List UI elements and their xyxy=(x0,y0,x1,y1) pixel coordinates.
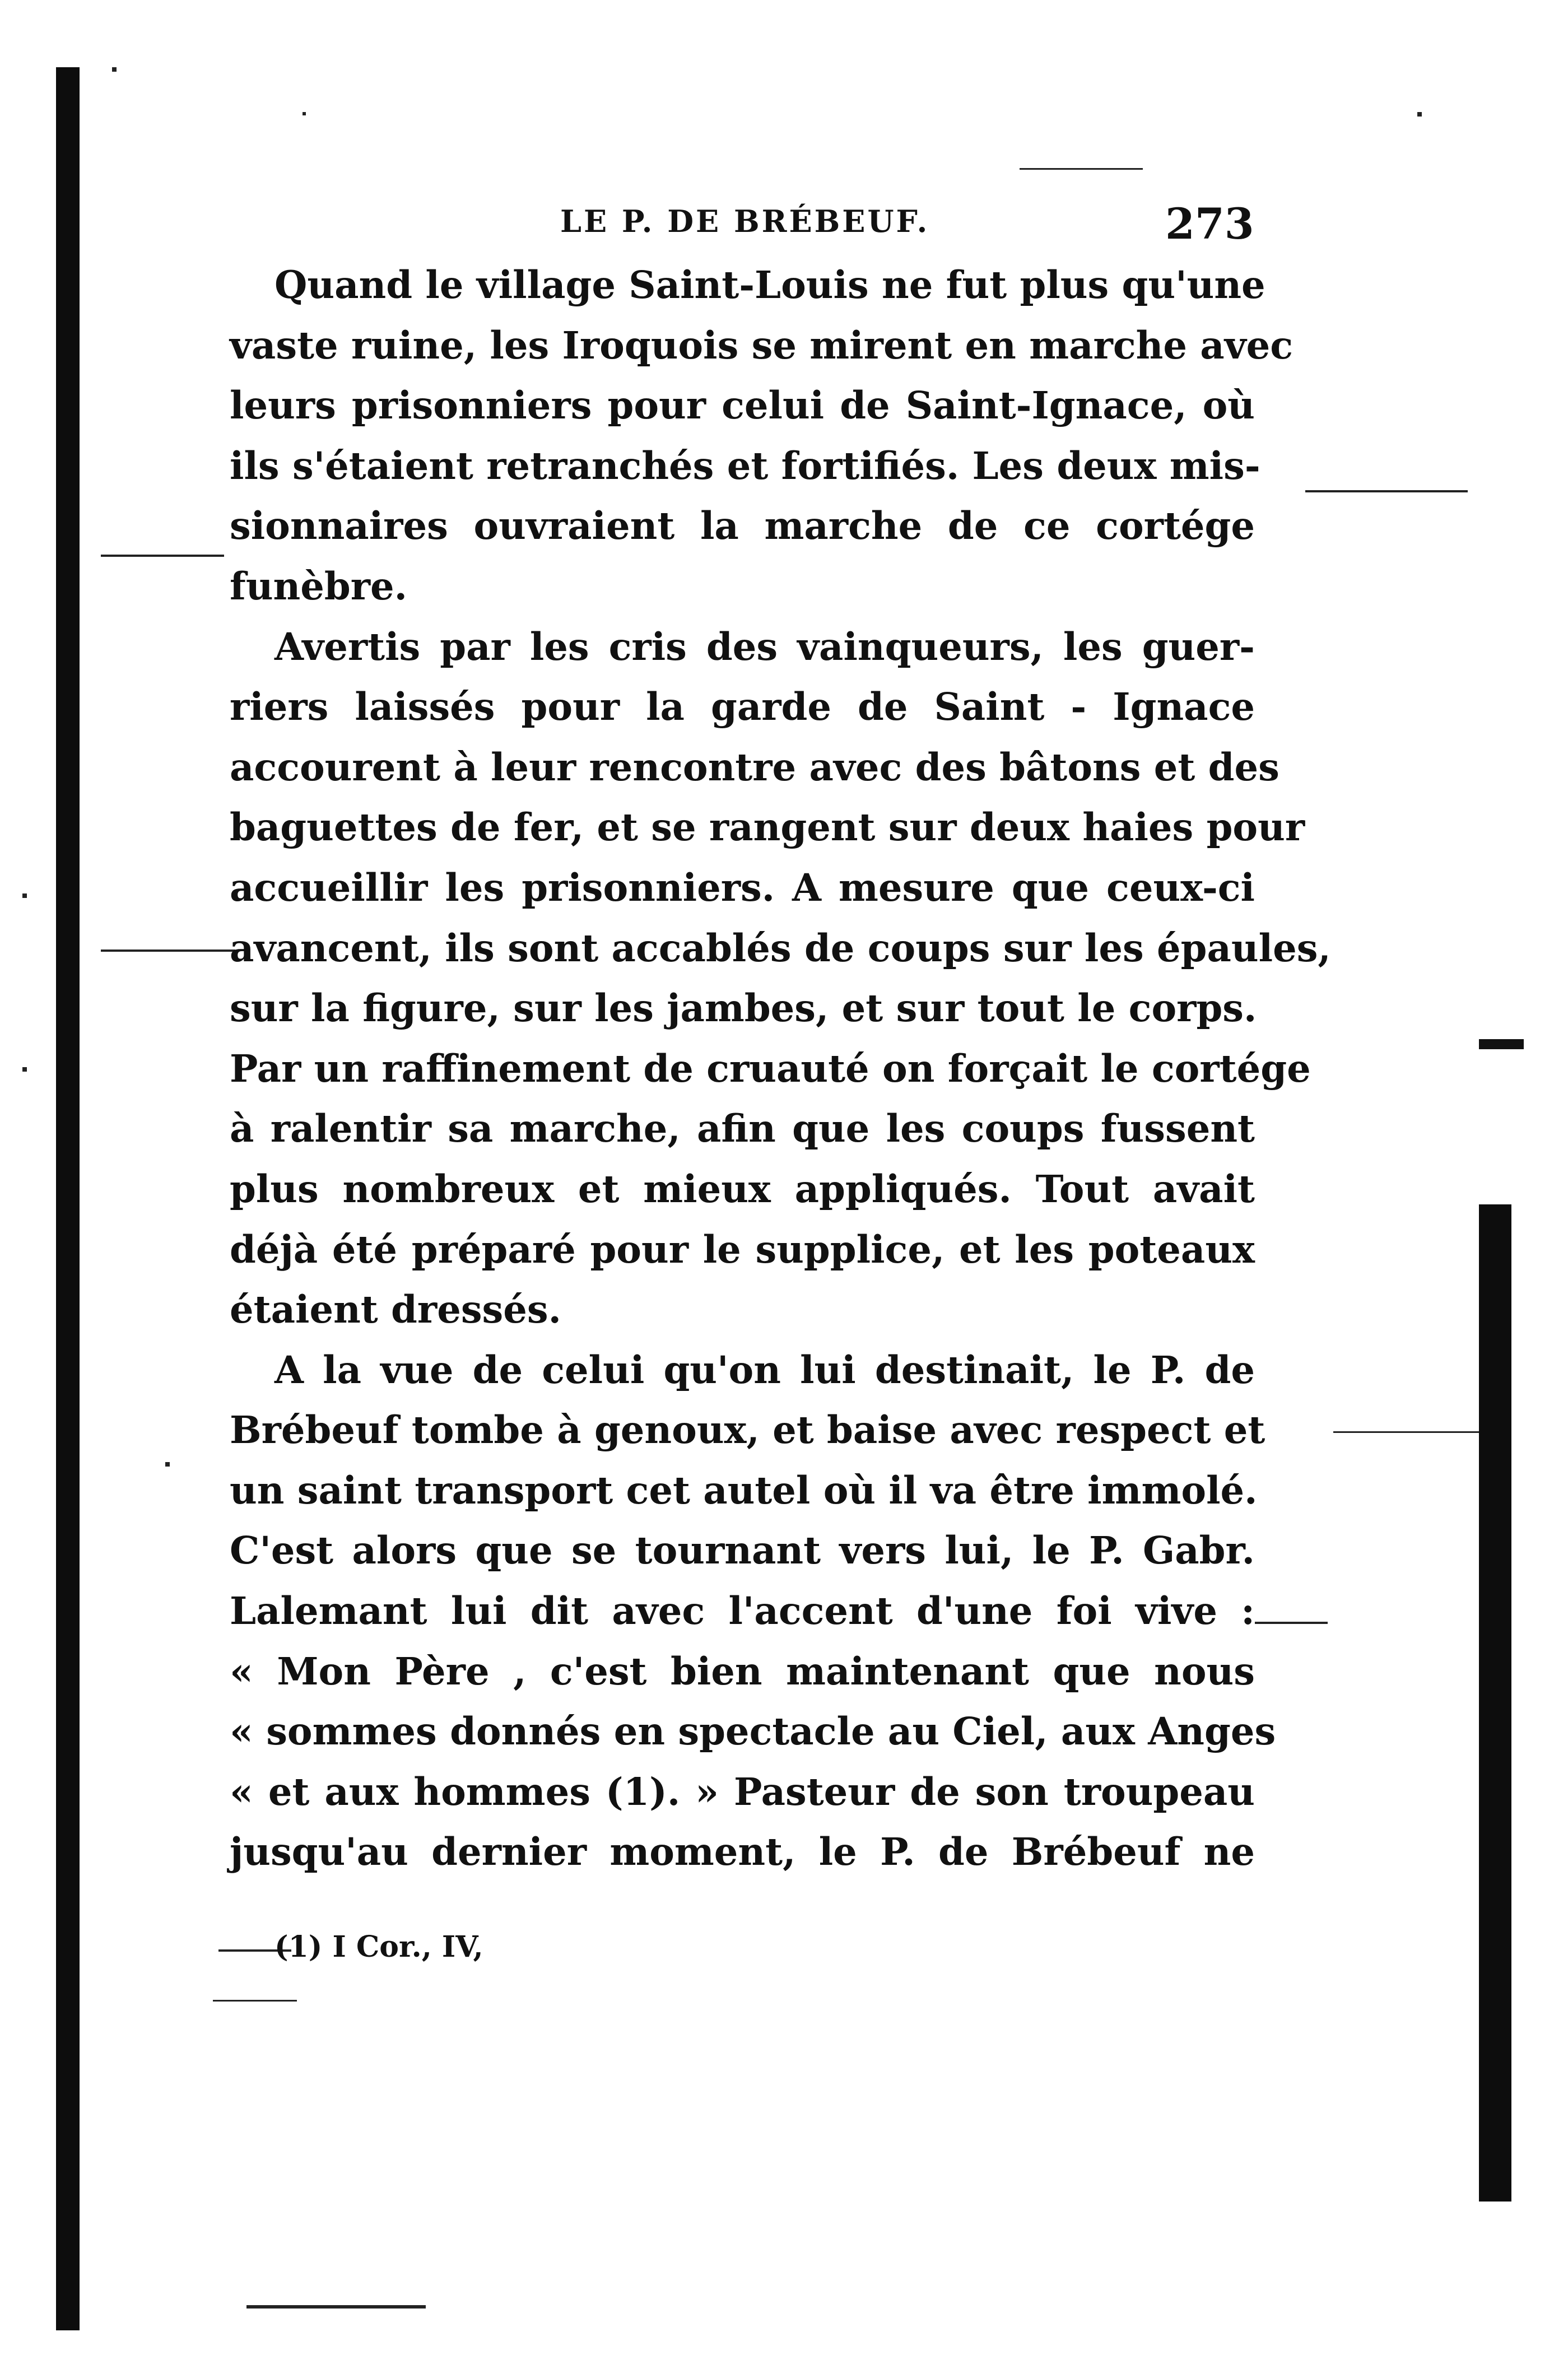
text-line: « Mon Père , c'est bien maintenant que nous xyxy=(230,1649,1255,1693)
text-line: sur la figure, sur les jambes, et sur tout le corps. xyxy=(230,986,1257,1031)
scan-speck xyxy=(246,2305,426,2309)
right-scan-edge xyxy=(1479,1204,1511,2202)
scan-speck xyxy=(1333,1431,1479,1433)
text-line: jusqu'au dernier moment, le P. de Brébeuf ne xyxy=(230,1830,1255,1874)
scan-speck xyxy=(303,112,306,115)
page-number: 273 xyxy=(1165,199,1254,249)
page-header xyxy=(235,199,1254,249)
scan-speck xyxy=(22,1067,27,1072)
scan-speck xyxy=(22,893,27,898)
text-line: riers laissés pour la garde de Saint - Ignace xyxy=(230,685,1255,729)
footnote: (1) I Cor., IV, xyxy=(274,1930,483,1964)
text-line: vaste ruine, les Iroquois se mirent en marche avec xyxy=(230,323,1294,367)
scan-speck xyxy=(213,2000,297,2002)
text-line: « sommes donnés en spectacle au Ciel, aux Anges xyxy=(230,1709,1276,1754)
scan-speck xyxy=(112,67,117,72)
text-line: Avertis par les cris des vainqueurs, les guer- xyxy=(274,624,1255,669)
scan-speck xyxy=(101,555,224,557)
text-line: leurs prisonniers pour celui de Saint-Ignace, où xyxy=(230,383,1255,428)
text-line: accourent à leur rencontre avec des bâtons et des xyxy=(230,744,1279,789)
text-line: C'est alors que se tournant vers lui, le P. Gabr. xyxy=(230,1528,1255,1573)
paragraph-1 xyxy=(230,255,1294,617)
text-line: déjà été préparé pour le supplice, et les poteaux xyxy=(230,1227,1255,1272)
text-line: un saint transport cet autel où il va être immolé. xyxy=(230,1468,1258,1512)
scan-speck xyxy=(165,1462,170,1467)
scan-speck xyxy=(101,950,235,952)
text-line: Par un raffinement de cruauté on forçait le cortége xyxy=(230,1046,1311,1091)
text-line: Lalemant lui dit avec l'accent d'une foi vive : xyxy=(230,1589,1255,1633)
text-line: Quand le village Saint-Louis ne fut plus qu'une xyxy=(274,263,1265,307)
text-line: plus nombreux et mieux appliqués. Tout avait xyxy=(230,1166,1255,1211)
scan-speck xyxy=(1305,490,1468,492)
text-line: étaient dressés. xyxy=(230,1287,561,1332)
paragraph-3 xyxy=(230,1340,1276,1882)
text-line: Brébeuf tombe à genoux, et baise avec respect et xyxy=(230,1408,1265,1453)
text-line: accueillir les prisonniers. A mesure que ceux-ci xyxy=(230,865,1255,910)
scan-speck xyxy=(1417,112,1422,117)
text-line: A la vue de celui qu'on lui destinait, le P. de xyxy=(274,1347,1255,1392)
body-text xyxy=(230,255,1331,1882)
right-scan-mark xyxy=(1479,1039,1524,1049)
text-line: ils s'étaient retranchés et fortifiés. Les deux mis- xyxy=(230,443,1260,488)
text-line: sionnaires ouvraient la marche de ce cortége xyxy=(230,504,1255,548)
text-line: baguettes de fer, et se rangent sur deux haies pour xyxy=(230,805,1305,850)
left-scan-edge xyxy=(56,67,80,2330)
text-line: funèbre. xyxy=(230,564,407,608)
paragraph-2 xyxy=(230,617,1331,1340)
scan-speck xyxy=(1255,1622,1328,1624)
scan-speck xyxy=(1020,168,1143,170)
running-title: LE P. DE BRÉBEUF. xyxy=(560,203,930,239)
text-line: avancent, ils sont accablés de coups sur les épaules, xyxy=(230,925,1331,970)
text-line: à ralentir sa marche, afin que les coups fussent xyxy=(230,1106,1255,1151)
text-line: « et aux hommes (1). » Pasteur de son troupeau xyxy=(230,1769,1255,1814)
